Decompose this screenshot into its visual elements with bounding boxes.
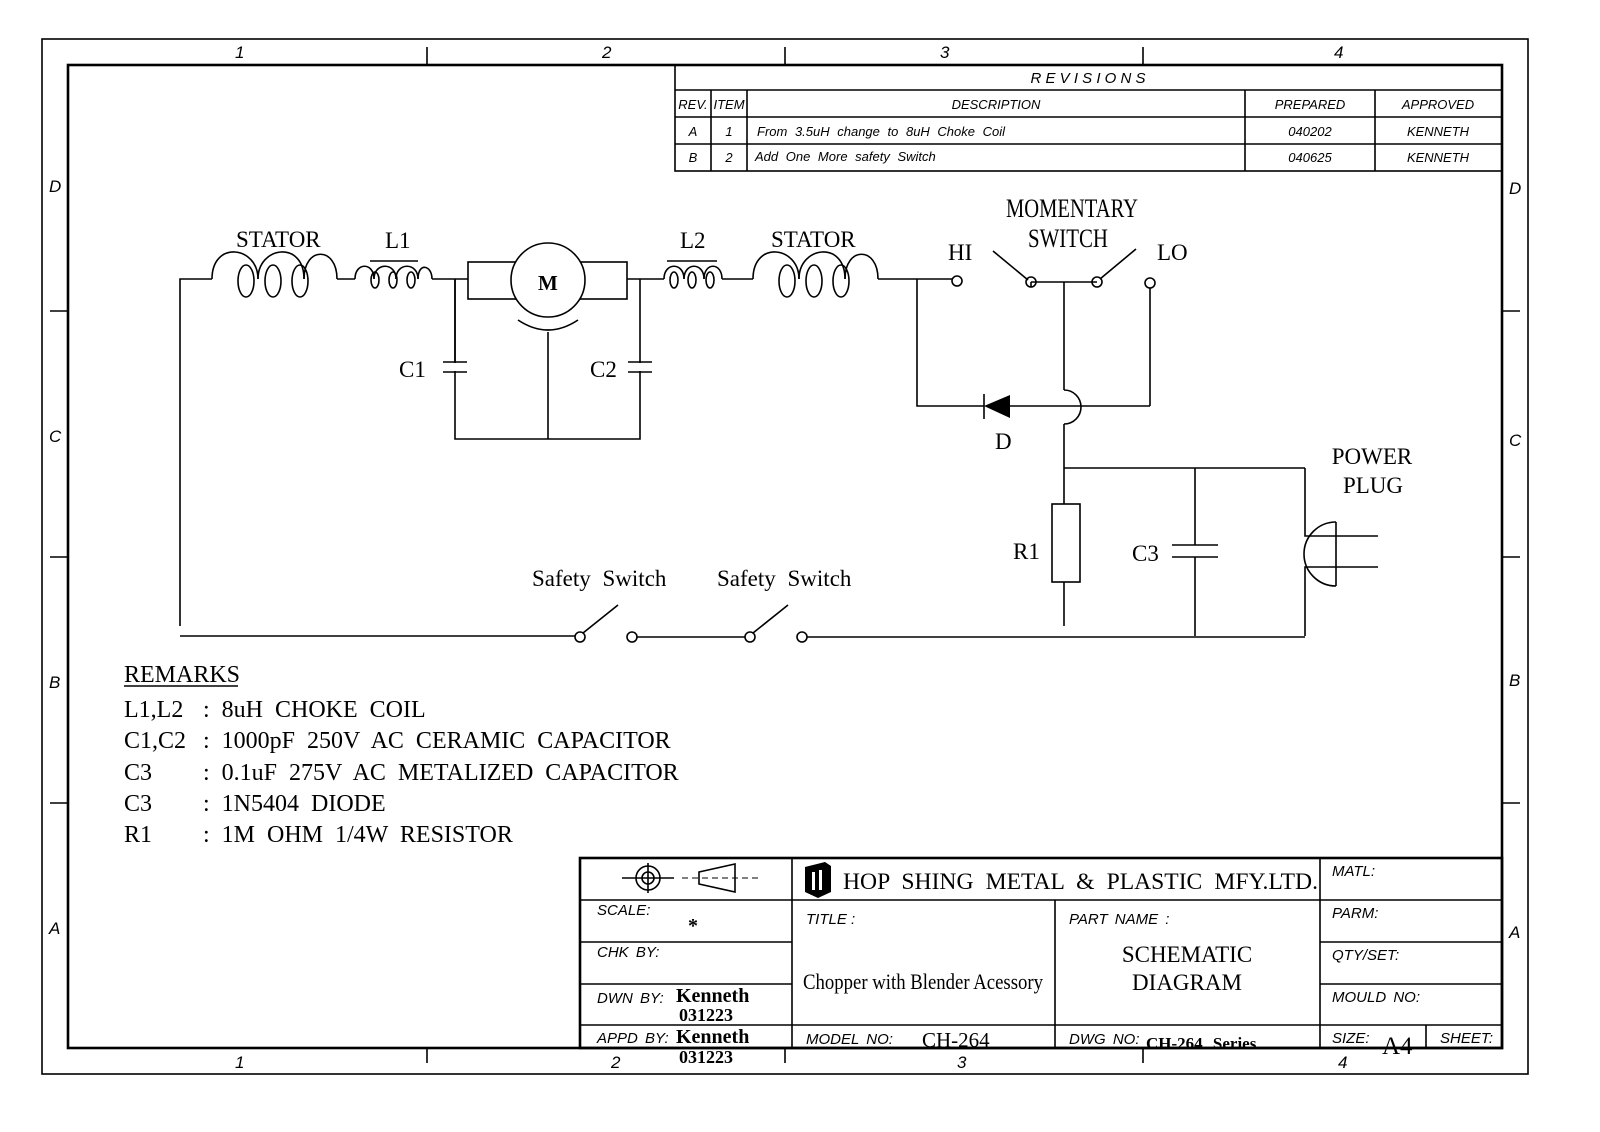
c2-label: C2 (590, 357, 617, 382)
revisions-header-description: DESCRIPTION (951, 97, 1041, 112)
column-label-bottom: 1 (235, 1053, 245, 1072)
remark-designator: C3 (124, 791, 153, 817)
drawing-frame (42, 39, 1528, 1074)
remark-designator: L1,L2 (124, 697, 184, 723)
stator-right-label: STATOR (771, 227, 856, 252)
revisions-table (675, 65, 1502, 171)
row-label-left: D (49, 177, 62, 196)
column-label-bottom: 3 (957, 1053, 967, 1072)
part-name-label: PART NAME : (1069, 911, 1170, 928)
remark-description: : 1000pF 250V AC CERAMIC CAPACITOR (203, 728, 671, 754)
remark-description: : 8uH CHOKE COIL (203, 697, 426, 723)
title-label: TITLE : (806, 911, 856, 928)
mould-number-label: MOULD NO: (1332, 989, 1421, 1006)
qty-per-set-label: QTY/SET: (1332, 947, 1400, 964)
part-name-value: SCHEMATIC (1121, 942, 1253, 967)
sheet-label: SHEET: (1440, 1030, 1494, 1047)
c1-label: C1 (399, 357, 426, 382)
lo-label: LO (1157, 240, 1188, 265)
revision-rev: B (688, 150, 698, 165)
column-label-top: 2 (602, 43, 612, 62)
sheet-size-value: A4 (1382, 1033, 1413, 1060)
size-label: SIZE: (1332, 1030, 1370, 1047)
row-label-left: B (49, 673, 61, 692)
drawn-by-label: DWN BY: (597, 990, 664, 1007)
approved-by-date: 031223 (679, 1047, 733, 1067)
safety-switch-label: Safety Switch (532, 566, 667, 591)
safety-switch-label: Safety Switch (717, 566, 852, 591)
c3-label: C3 (1132, 541, 1159, 566)
drawn-by-date: 031223 (679, 1005, 733, 1025)
column-label-top: 3 (940, 43, 950, 62)
scale-value: * (688, 915, 698, 937)
hi-label: HI (948, 240, 973, 265)
checked-by-label: CHK BY: (597, 944, 660, 961)
frame-zone-labels (48, 43, 1522, 1072)
row-label-right: B (1509, 671, 1521, 690)
drawing-title-value: Chopper with Blender Acessory (803, 969, 1043, 994)
revision-description: From 3.5uH change to 8uH Choke Coil (757, 124, 1006, 139)
remarks-title: REMARKS (124, 662, 241, 688)
l1-label: L1 (385, 228, 411, 253)
revisions-header-prepared: PREPARED (1274, 97, 1346, 112)
revisions-header-approved: APPROVED (1401, 97, 1475, 112)
row-label-left: A (49, 919, 61, 938)
drawn-by-name: Kenneth (676, 985, 750, 1007)
company-logo (805, 862, 831, 898)
model-number-label: MODEL NO: (806, 1031, 893, 1048)
column-label-top: 1 (235, 43, 245, 62)
title-block-text (596, 863, 1493, 1067)
remark-description: : 0.1uF 275V AC METALIZED CAPACITOR (203, 760, 679, 786)
parm-label: PARM: (1332, 905, 1379, 922)
drawing-number-label: DWG NO: (1069, 1031, 1140, 1048)
remark-designator: C3 (124, 760, 153, 786)
revision-rev: A (688, 124, 698, 139)
revision-prepared: 040202 (1288, 124, 1332, 139)
motor-label: M (538, 271, 558, 295)
momentary-switch-label: MOMENTARY (1006, 194, 1139, 223)
r1-label: R1 (1013, 539, 1040, 564)
remark-description: : 1M OHM 1/4W RESISTOR (203, 822, 513, 848)
component-labels (236, 194, 1413, 591)
stator-left-label: STATOR (236, 227, 321, 252)
part-name-value: DIAGRAM (1132, 970, 1242, 995)
material-label: MATL: (1332, 863, 1376, 880)
l2-label: L2 (680, 228, 706, 253)
remarks-section (124, 662, 679, 848)
column-label-bottom: 4 (1338, 1053, 1348, 1072)
company-name: HOP SHING METAL & PLASTIC MFY.LTD. (843, 869, 1318, 894)
revision-approved: KENNETH (1406, 124, 1470, 139)
approved-by-label: APPD BY: (597, 1030, 669, 1047)
revision-item: 2 (725, 150, 733, 165)
diode-label: D (995, 429, 1012, 454)
model-number-value: CH-264 (922, 1028, 990, 1052)
revision-description: Add One More safety Switch (755, 149, 936, 164)
row-label-right: A (1509, 923, 1521, 942)
row-label-right: C (1509, 431, 1522, 450)
remark-designator: R1 (124, 822, 153, 848)
drawing-number-value: CH-264 Series (1146, 1034, 1257, 1053)
projection-symbol-icon (622, 863, 760, 893)
revision-approved: KENNETH (1406, 150, 1470, 165)
power-plug-label: PLUG (1342, 473, 1404, 498)
remark-designator: C1,C2 (124, 728, 187, 754)
approved-by-name: Kenneth (676, 1026, 750, 1048)
revision-prepared: 040625 (1288, 150, 1332, 165)
revisions-header-item: ITEM (713, 97, 745, 112)
momentary-switch-label: SWITCH (1028, 224, 1109, 253)
column-label-top: 4 (1334, 43, 1344, 62)
power-plug-label: POWER (1331, 444, 1413, 469)
column-label-bottom: 2 (611, 1053, 621, 1072)
row-label-right: D (1509, 179, 1522, 198)
revisions-title: R E V I S I O N S (1030, 70, 1146, 87)
row-label-left: C (49, 427, 62, 446)
scale-label: SCALE: (597, 902, 651, 919)
revisions-header-rev: REV. (678, 97, 708, 112)
remark-description: : 1N5404 DIODE (203, 791, 386, 817)
revision-item: 1 (725, 124, 733, 139)
